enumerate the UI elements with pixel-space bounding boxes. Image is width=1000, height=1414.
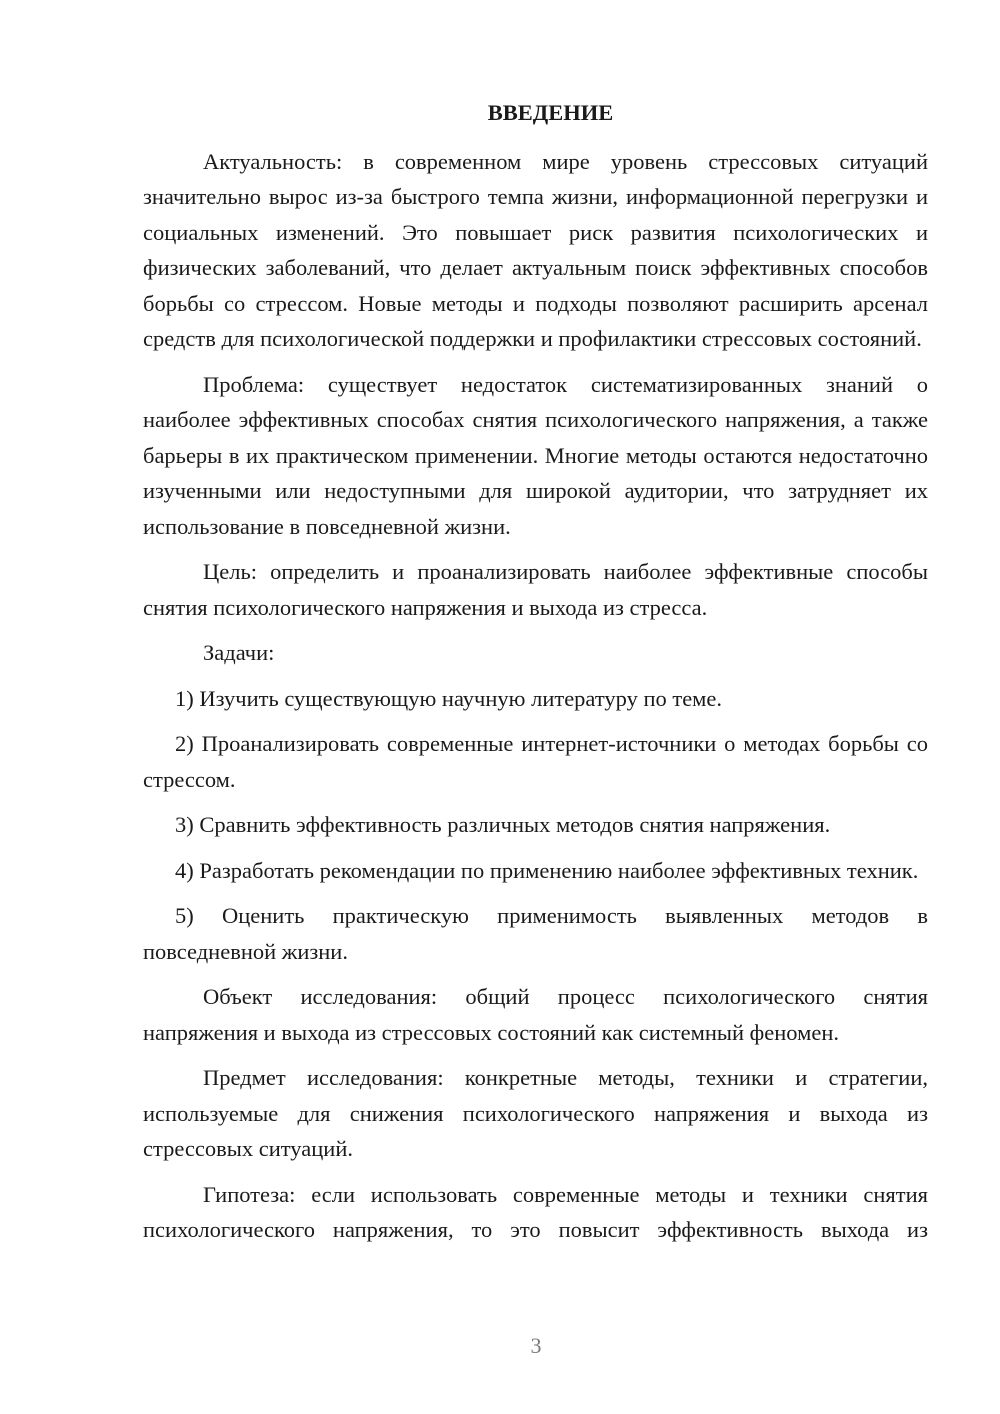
- page-title: ВВЕДЕНИЕ: [487, 100, 614, 125]
- task-item-2: 2) Проанализировать современные интернет-источники о методах борьбы со стрессом.: [143, 731, 928, 792]
- task-item-4: 4) Разработать рекомендации по применению наиболее эффективных техник.: [175, 857, 919, 883]
- task-item-1: 1) Изучить существующую научную литературу по теме.: [175, 685, 723, 711]
- goal-paragraph: Цель: определить и проанализировать наиболее эффективные способы снятия психологического напряжения и выхода из стресса.: [143, 559, 928, 620]
- task-item-3: 3) Сравнить эффективность различных методов снятия напряжения.: [175, 812, 831, 837]
- page-content: [143, 95, 928, 1258]
- hypothesis-paragraph: Гипотеза: если использовать современные методы и техники снятия психологического напряжения, то это повысит эффективность выхода из: [143, 1181, 928, 1242]
- subject-paragraph: Предмет исследования: конкретные методы, техники и стратегии, используемые для снижения психологического напряжения и выхода из стрессовых ситуаций.: [143, 1065, 928, 1161]
- tasks-heading: Задачи:: [203, 640, 275, 665]
- problem-paragraph: Проблема: существует недостаток систематизированных знаний о наиболее эффективных способах снятия психологического напряжения, а также барьеры в их практическом применении. Многие методы остаются недостаточно изученными или недоступными для широкой аудитории, что затрудняет их использование в повседневной жизни.: [143, 371, 928, 539]
- page-number: 3: [530, 1333, 542, 1358]
- relevance-paragraph: Актуальность: в современном мире уровень стрессовых ситуаций значительно вырос из-за быстрого темпа жизни, информационной перегрузки и социальных изменений. Это повышает риск развития психологических и физических заболеваний, что делает актуальным поиск эффективных способов борьбы со стрессом. Новые методы и подходы позволяют расширить арсенал средств для психологической поддержки и профилактики стрессовых состояний.: [143, 148, 928, 351]
- object-paragraph: Объект исследования: общий процесс психологического снятия напряжения и выхода из стрессовых состояний как системный феномен.: [143, 984, 928, 1045]
- task-item-5: 5) Оценить практическую применимость выявленных методов в повседневной жизни.: [143, 903, 928, 964]
